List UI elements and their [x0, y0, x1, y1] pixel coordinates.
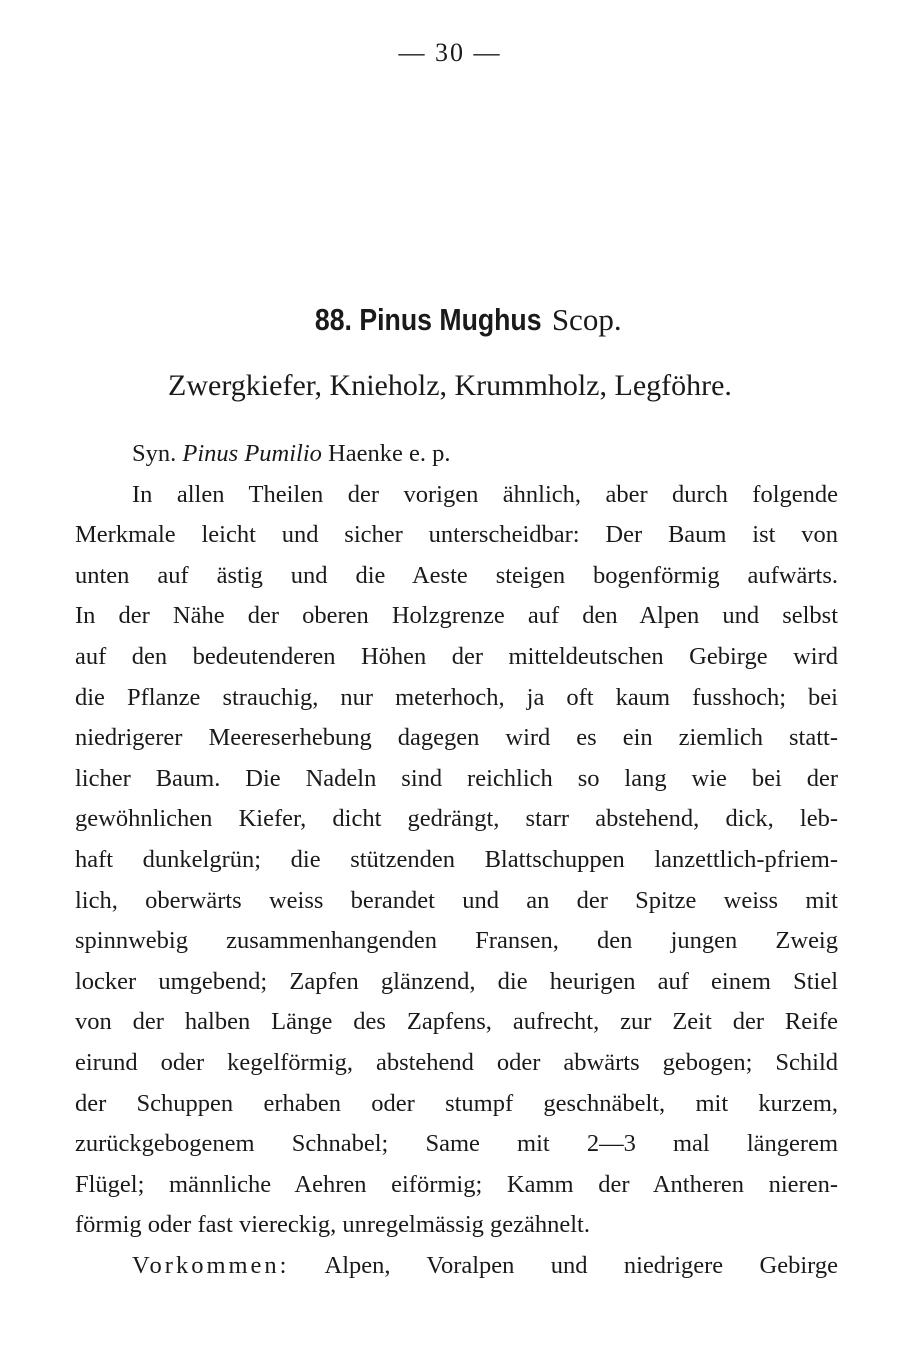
description-line: auf den bedeutenderen Höhen der mitteldeutschen Gebirge wird [75, 642, 838, 670]
synonym-label: Syn. [132, 440, 177, 467]
occurrence-label: Vorkommen: [132, 1251, 290, 1279]
description-line: der Schuppen erhaben oder stumpf geschnäbelt, mit kurzem, [75, 1089, 838, 1117]
description-line: niedrigerer Meereserhebung dagegen wird es ein ziemlich statt- [75, 724, 838, 752]
description-text [75, 434, 838, 1286]
common-names: Zwergkiefer, Knieholz, Krummholz, Legföhre. [168, 369, 732, 402]
description-line: unten auf ästig und die Aeste steigen bogenförmig aufwärts. [75, 561, 838, 589]
description-line: zurückgebogenem Schnabel; Same mit 2—3 mal längerem [75, 1130, 838, 1158]
description-line: haft dunkelgrün; die stützenden Blattschuppen lanzettlich-pfriem- [75, 845, 838, 873]
species-author: Scop. [551, 302, 622, 337]
description-line: von der halben Länge des Zapfens, aufrecht, zur Zeit der Reife [75, 1008, 838, 1036]
description-line: lich, oberwärts weiss berandet und an der Spitze weiss mit [75, 886, 838, 914]
description-line: locker umgebend; Zapfen glänzend, die heurigen auf einem Stiel [75, 967, 838, 995]
entry-title [0, 300, 900, 340]
description-line: licher Baum. Die Nadeln sind reichlich so lang wie bei der [75, 764, 838, 792]
description-line: In der Nähe der oberen Holzgrenze auf den Alpen und selbst [75, 602, 838, 630]
description-line: die Pflanze strauchig, nur meterhoch, ja oft kaum fusshoch; bei [75, 683, 838, 711]
description-line: Flügel; männliche Aehren eiförmig; Kamm der Antheren nieren- [75, 1170, 838, 1198]
synonym-line [75, 434, 838, 475]
occurrence-line [75, 1246, 838, 1287]
page-number: — 30 — [398, 38, 502, 67]
description-line: In allen Theilen der vorigen ähnlich, aber durch folgende [132, 480, 838, 508]
synonym-name: Pinus Pumilio [182, 440, 322, 467]
description-line: förmig oder fast viereckig, unregelmässig gezähnelt. [75, 1211, 590, 1239]
description-line: eirund oder kegelförmig, abstehend oder abwärts gebogen; Schild [75, 1048, 838, 1076]
synonym-author: Haenke e. p. [328, 440, 451, 467]
description-line: spinnwebig zusammenhangenden Fransen, den jungen Zweig [75, 927, 838, 955]
occurrence-text: Alpen, Voralpen und niedrigere Gebirge [324, 1251, 838, 1279]
species-number-and-name: 88. Pinus Mughus [315, 302, 542, 337]
description-line: gewöhnlichen Kiefer, dicht gedrängt, starr abstehend, dick, leb- [75, 805, 838, 833]
description-line: Merkmale leicht und sicher unterscheidbar: Der Baum ist von [75, 521, 838, 549]
